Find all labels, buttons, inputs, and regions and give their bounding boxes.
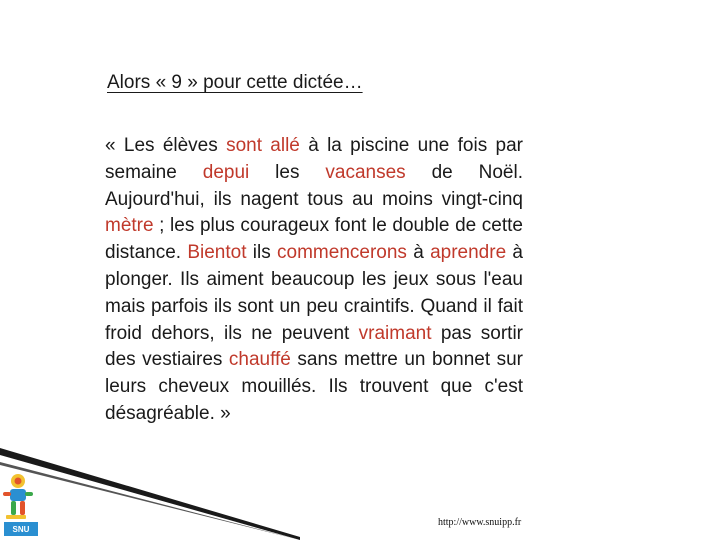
- text-segment: à: [406, 242, 431, 264]
- logo-text: SNU: [12, 525, 30, 534]
- error-word: chauffé: [228, 349, 291, 371]
- text-segment: pas sortir des vestiaires: [105, 322, 523, 371]
- footer-url: http://www.snuipp.fr: [438, 517, 522, 528]
- error-word: depui: [202, 161, 250, 183]
- corner-decoration: [0, 440, 300, 540]
- text-segment: de Noël. Aujourd'hui, ils nagent tous au moins vingt-cinq: [105, 161, 523, 210]
- slide-title: Alors « 9 » pour cette dictée…: [107, 72, 363, 93]
- text-segment: sans mettre un bonnet sur leurs cheveux mouillés. Ils trouvent que c'est désagréable. »: [105, 349, 523, 424]
- error-word: sont allé: [226, 135, 300, 156]
- text-segment: ils: [246, 242, 278, 264]
- text-segment: à la piscine une fois par semaine: [105, 135, 523, 183]
- error-word: mètre: [105, 215, 154, 237]
- error-word: aprendre: [430, 242, 507, 264]
- error-word: commencerons: [277, 242, 407, 264]
- text-segment: à plonger. Ils aiment beaucoup les jeux sous l'eau mais parfois ils sont un peu craintifs. Quand il fait froid dehors, ils ne peuvent: [105, 242, 523, 344]
- text-segment: les: [249, 161, 326, 183]
- dictation-text: [105, 133, 523, 428]
- error-word: Bientot: [187, 242, 247, 264]
- snuipp-logo: [2, 472, 42, 538]
- text-segment: « Les élèves: [105, 135, 227, 156]
- text-segment: ; les plus courageux font le double de cette distance.: [105, 215, 523, 264]
- error-word: vraimant: [358, 322, 432, 344]
- error-word: vacanses: [325, 161, 406, 183]
